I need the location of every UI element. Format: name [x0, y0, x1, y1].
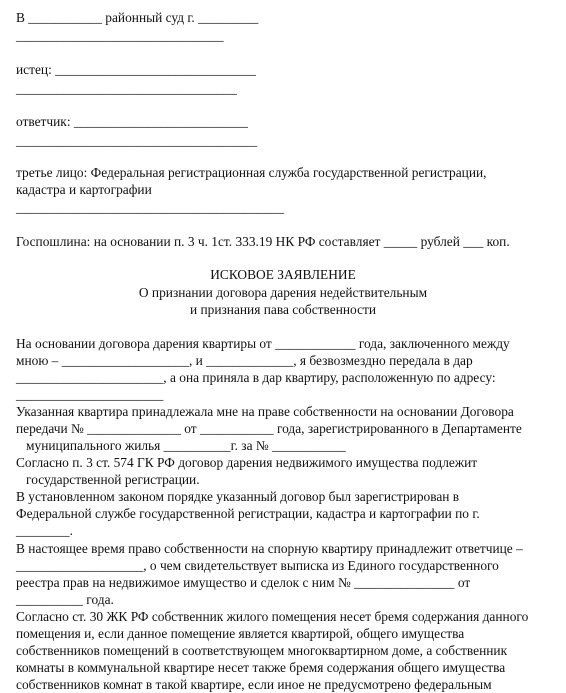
third-party-line-cont: ________________________________________ [16, 200, 284, 215]
document-subtitle-1: О признании договора дарения недействительным [138, 285, 428, 300]
third-party-line-2: кадастра и картографии [16, 182, 152, 197]
third-party-line-1: третье лицо: Федеральная регистрационная служба государственной регистрации, [16, 165, 487, 180]
state-fee-line: Госпошлина: на основании п. 3 ч. 1ст. 333.19 НК РФ составляет _____ рублей ___ коп. [16, 234, 510, 249]
document-subtitle-2: и признания пава собственности [189, 302, 377, 317]
body-line-18: помещения и, если данное помещение является квартирой, общего имущества [16, 626, 465, 641]
defendant-line: ответчик: __________________________ [16, 114, 248, 129]
body-line-8: Согласно п. 3 ст. 574 ГК РФ договор дарения недвижимого имущества подлежит [16, 455, 478, 470]
body-line-4: ______________________ [16, 387, 164, 402]
court-line: В ___________ районный суд г. _________ [16, 10, 259, 25]
body-line-17: Согласно ст. 30 ЖК РФ собственник жилого помещения несет бремя содержания данного [16, 609, 529, 624]
defendant-line-cont: ____________________________________ [16, 133, 258, 148]
body-line-12: ________. [16, 523, 73, 538]
plaintiff-line-cont: _________________________________ [16, 81, 237, 96]
body-line-5: Указанная квартира принадлежала мне на праве собственности на основании Договора [16, 404, 514, 419]
body-line-1: На основании договора дарения квартиры от ____________ года, заключенного между [16, 336, 510, 351]
body-line-15: реестра прав на недвижимое имущество и сделок с ним № _______________ от [16, 575, 471, 590]
body-line-14: ___________________, о чем свидетельствует выписка из Единого государственного [16, 558, 499, 573]
body-line-10: В установленном законом порядке указанный договор был зарегистрирован в [16, 489, 460, 504]
plaintiff-line: истец: ______________________________ [16, 62, 256, 77]
body-line-6: передачи № ______________ от ___________ года, зарегистрированного в Департаменте [16, 421, 522, 436]
body-line-16: __________ года. [16, 592, 114, 607]
body-line-13: В настоящее время право собственности на спорную квартиру принадлежит ответчице – [16, 541, 523, 556]
body-line-19: собственников помещений в соответствующем многоквартирном доме, а собственник [16, 643, 508, 658]
body-line-20: комнаты в коммунальной квартире несет также бремя содержания общего имущества [16, 660, 506, 675]
court-line-cont: _______________________________ [16, 28, 224, 43]
body-line-11: Федеральной службе государственной регистрации, кадастра и картографии по г. [16, 506, 480, 521]
body-line-7: муниципального жилья __________г. за № ___________ [16, 438, 346, 453]
body-line-2: мною – ___________________, и _____________, я безвозмездно передала в дар [16, 353, 473, 368]
body-line-3: ______________________, а она приняла в дар квартиру, расположенную по адресу: [16, 370, 496, 385]
body-line-21: собственников комнат в такой квартире, если иное не предусмотрено федеральным [16, 677, 492, 692]
document-title: ИСКОВОЕ ЗАЯВЛЕНИЕ [210, 267, 356, 282]
body-line-9: государственной регистрации. [16, 472, 200, 487]
